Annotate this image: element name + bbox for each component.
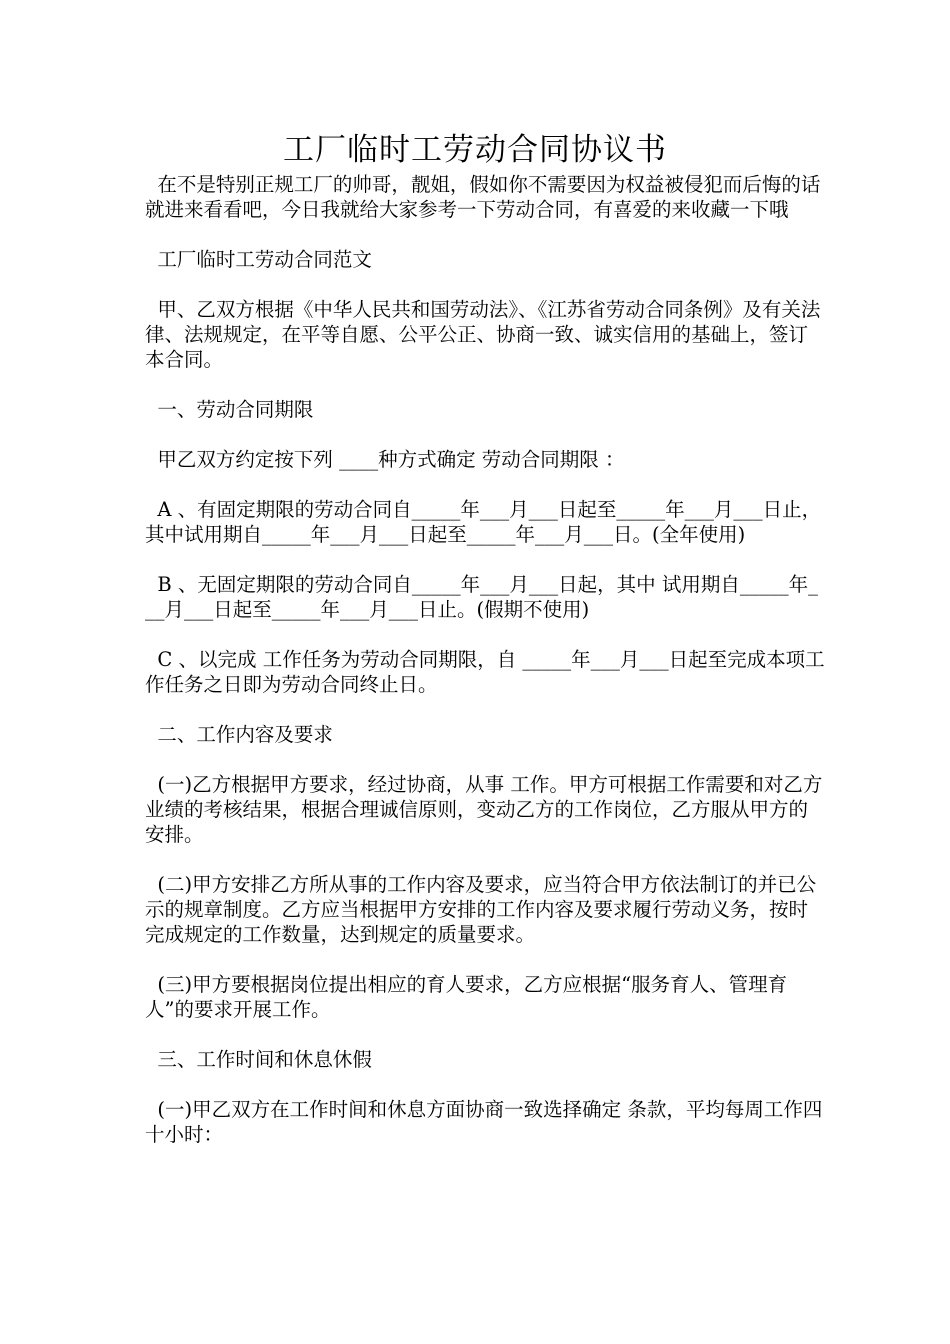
section-heading-hours: 三、工作时间和休息休假 [145,1048,372,1071]
section-heading-term: 一、劳动合同期限 [145,398,314,421]
preamble-paragraph: 甲、乙双方根据《中华人民共和国劳动法》、《江苏省劳动合同条例》及有关法律、法规规定，在平等自愿、公平公正、协商一致、诚实信用的基础上，签订本合同。 [145,298,821,371]
work-clause-3: (三)甲方要根据岗位提出相应的育人要求，乙方应根据“服务育人、管理育人”的要求开展工作。 [145,973,788,1021]
section-heading-work: 二、工作内容及要求 [145,723,333,746]
term-option-b: B 、无固定期限的劳动合同自_____年___月___日起，其中 试用期自_____年___月___日起至_____年___月___日止。(假期不使用) [145,573,818,621]
intro-paragraph: 在不是特别正规工厂的帅哥，靓姐，假如你不需要因为权益被侵犯而后悔的话就进来看看吧，今日我就给大家参考一下劳动合同，有喜爱的来收藏一下哦 [145,173,821,221]
term-option-a: A 、有固定期限的劳动合同自_____年___月___日起至_____年___月___日止，其中试用期自_____年___月___日起至_____年___月___日。(全年使用) [145,498,822,546]
hours-clause-1: (一)甲乙双方在工作时间和休息方面协商一致选择确定 条款，平均每周工作四十小时： [145,1098,823,1146]
section-heading-sample: 工厂临时工劳动合同范文 [145,248,372,271]
work-clause-2: (二)甲方安排乙方所从事的工作内容及要求，应当符合甲方依法制订的并已公示的规章制度。乙方应当根据甲方安排的工作内容及要求履行劳动义务，按时完成规定的工作数量，达到规定的质量要求。 [145,873,817,946]
document-title: 工厂临时工劳动合同协议书 [283,132,667,168]
term-option-c: C 、以完成 工作任务为劳动合同期限，自 _____年___月___日起至完成本项工作任务之日即为劳动合同终止日。 [145,648,825,696]
work-clause-1: (一)乙方根据甲方要求，经过协商，从事 工作。甲方可根据工作需要和对乙方业绩的考核结果，根据合理诚信原则，变动乙方的工作岗位，乙方服从甲方的安排。 [145,773,823,846]
term-method-paragraph: 甲乙双方约定按下列 ____种方式确定 劳动合同期限 ： [145,448,625,471]
document-page [145,128,825,1147]
